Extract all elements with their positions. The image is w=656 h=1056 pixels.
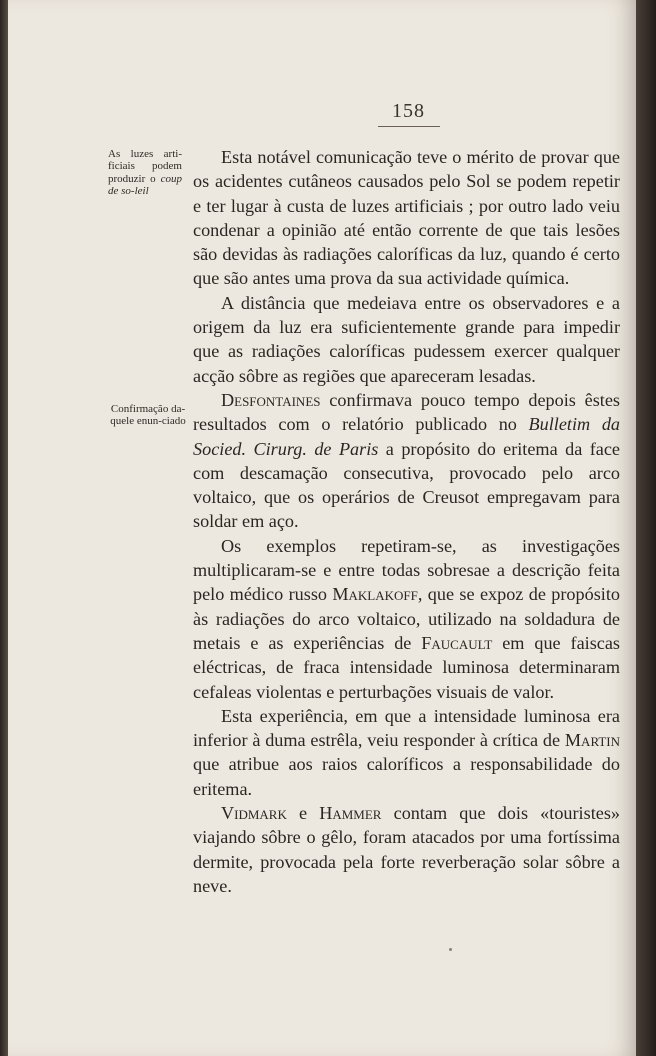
paragraph-4 [193, 534, 620, 704]
paragraph-text: e [286, 803, 320, 824]
margin-note-italic-term: coup de so-leil [108, 172, 182, 198]
paragraph-1: Esta notável comunicação teve o mérito de provar que os acidentes cutâneos causados pelo Sol se podem repetir e ter lugar à custa de luzes artificiais ; por outro lado veiu condenar a opinião até então corrente de que tais lesões são devidas às radiações caloríficas da luz, quando é certo que são antes uma prova da sua actividade química. [193, 147, 620, 289]
paragraph-text: confirmava pouco tempo depois êstes resultados com o relatório publicado no [193, 389, 620, 435]
paragraph-5 [193, 704, 620, 801]
book-gutter-shadow [0, 0, 8, 1056]
paragraph-text: Os exemplos repetiram-se, as investigações multiplicaram-se e entre todas sobresae a descrição feita pelo médico russo [193, 535, 620, 605]
margin-note-confirmation: Confirmação da-quele enun-ciado [110, 403, 186, 428]
margin-note-text: As luzes arti-ficiais podem produzir o [108, 148, 182, 185]
paragraph-6 [193, 801, 620, 898]
page-number-rule [378, 126, 440, 127]
book-page [8, 0, 636, 1056]
paragraph-text: Esta experiência, em que a intensidade luminosa era inferior à duma estrêla, veiu responder à crítica de [193, 705, 620, 751]
paragraph-text: a propósito do eritema da face com descamação consecutiva, provocado pelo arco voltaico, que os operários de Creusot empregavam para soldar em aço. [193, 438, 620, 532]
journal-title: Bulletim da Socied. Cirurg. de Paris [193, 414, 621, 459]
book-edge-shadow [636, 0, 656, 1056]
author-name: Faucault [421, 632, 493, 653]
body-text [193, 145, 620, 898]
paragraph-text: , que se expoz de propósito às radiações do arco voltaico, utilizado na soldadura de metais e as experiências de [193, 584, 620, 653]
paper-speck [449, 948, 452, 951]
margin-note-artificial-light [108, 148, 182, 198]
paragraph-text: que atribue aos raios caloríficos a responsabilidade do eritema. [193, 754, 620, 799]
author-name: Martin [564, 730, 620, 751]
paragraph-2: A distância que medeiava entre os observadores e a origem da luz era suficientemente grande para impedir que as radiações caloríficas pudessem exercer qualquer acção sôbre as regiões que apareceram lesadas. [193, 292, 620, 386]
author-name: Desfontaines [221, 389, 321, 410]
paragraph-3 [193, 388, 620, 534]
page-number: 158 [392, 100, 425, 122]
author-name: Vidmark [221, 803, 287, 824]
author-name: Hammer [319, 803, 382, 824]
paragraph-text: contam que dois «touristes» viajando sôbre o gêlo, foram atacados por uma fortíssima dermite, provocada pela forte reverberação solar sôbre a neve. [193, 803, 620, 896]
paragraph-text: em que faiscas eléctricas, de fraca intensidade luminosa determinaram cefaleas violentas e perturbações visuais de valor. [193, 632, 620, 702]
author-name: Maklakoff [332, 584, 418, 605]
